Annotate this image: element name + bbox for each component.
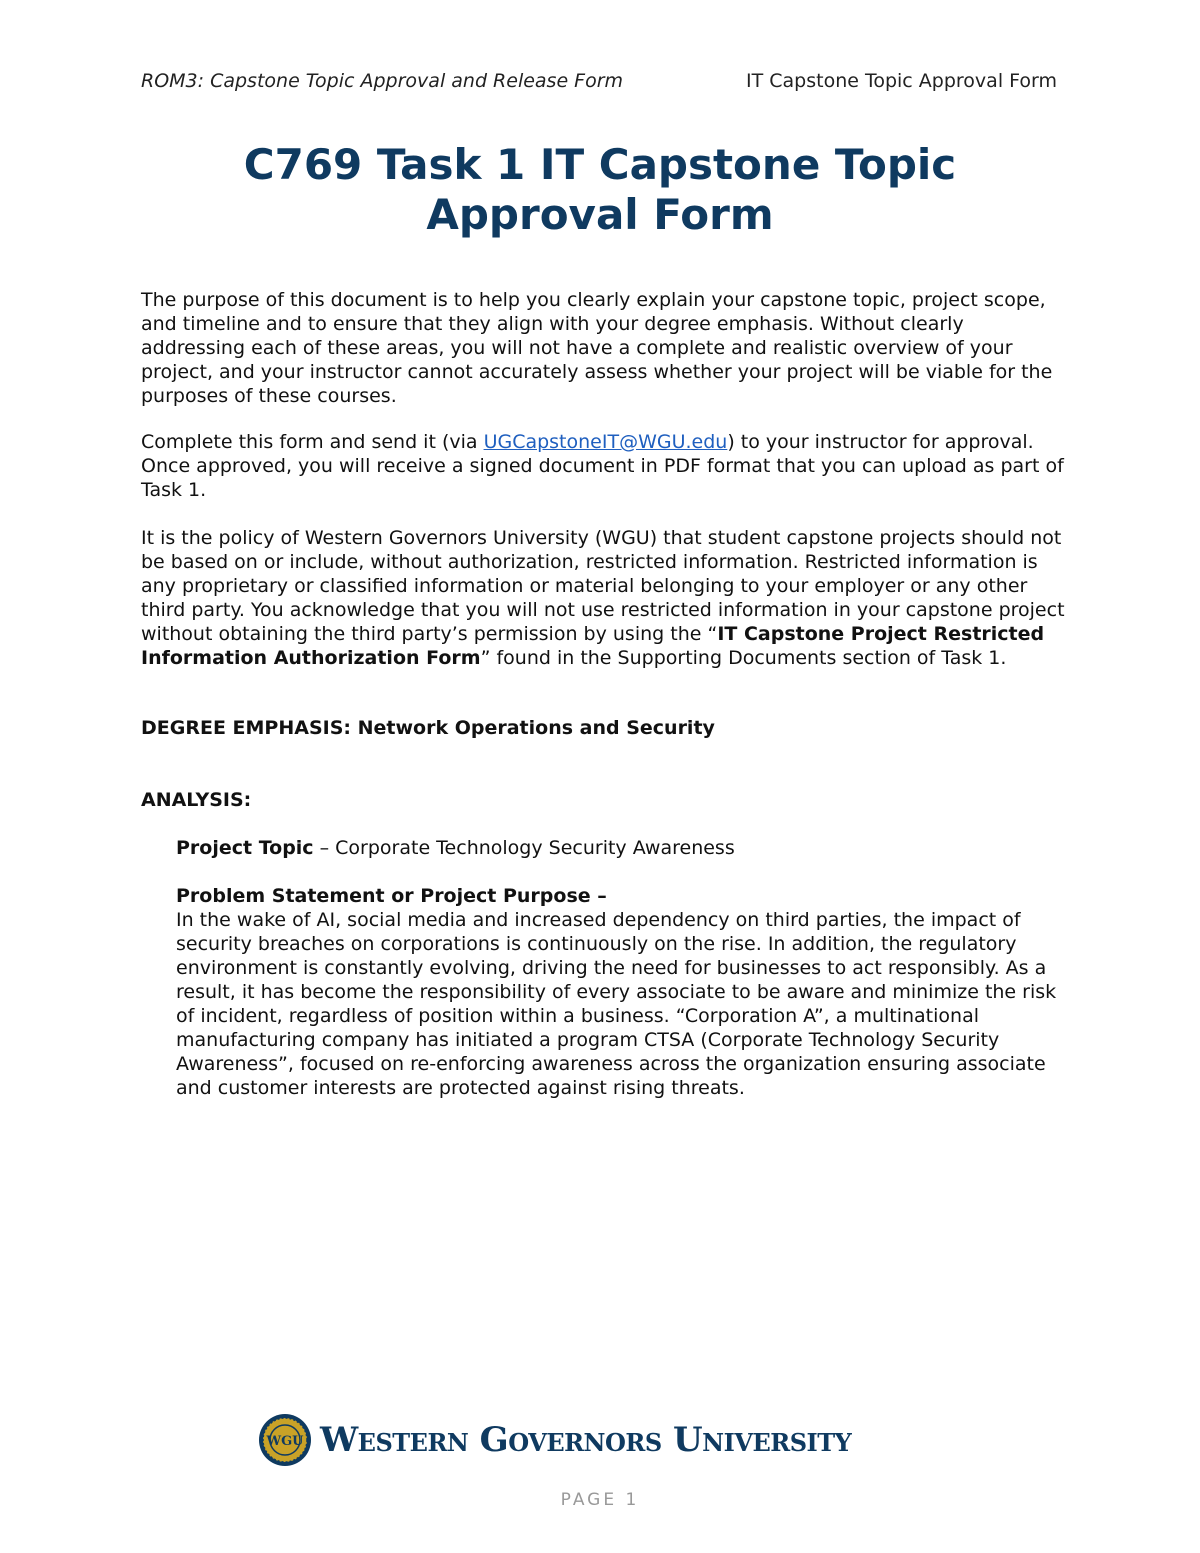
page-title [0, 140, 1200, 240]
problem-statement [176, 884, 1076, 1100]
submission-paragraph [141, 430, 1071, 502]
purpose-paragraph: The purpose of this document is to help you clearly explain your capstone topic, project scope, and timeline and to ensure that they align with your degree emphasis. Without clearly addressing each of these areas, you will not have a complete and realistic overview of your project, and your instructor cannot accurately assess whether your project will be viable for the purposes of these courses. [141, 289, 1053, 407]
authorization-form-name: IT Capstone Project Restricted Information Authorization Form [141, 623, 1045, 669]
page-title-line1: C769 Task 1 IT Capstone Topic [243, 140, 957, 189]
policy-text-before: It is the policy of Western Governors University (WGU) that student capstone projects should not be based on or include, without authorization, restricted information. Restricted information is any proprietary or classified information or material belonging to your employer or any other third party. You acknowledge that you will not use restricted information in your capstone project without obtaining the third party’s permission by using the “ [141, 527, 1065, 645]
problem-statement-text: In the wake of AI, social media and increased dependency on third parties, the impact of security breaches on corporations is continuously on the rise. In addition, the regulatory environment is constantly evolving, driving the need for businesses to act responsibly. As a result, it has become the responsibility of every associate to be aware and minimize the risk of incident, regardless of position within a business. “Corporation A”, a multinational manufacturing company has initiated a program CTSA (Corporate Technology Security Awareness”, focused on re-enforcing awareness across the organization ensuring associate and customer interests are protected against rising threats. [176, 909, 1057, 1099]
submission-text-after: ) to your instructor for approval. Once approved, you will receive a signed document in PDF format that you can upload as part of Task 1. [141, 431, 1064, 501]
seal-text: WGU [266, 1434, 304, 1449]
project-topic-label: Project Topic [176, 837, 314, 859]
policy-paragraph [141, 526, 1071, 670]
header-right-title: IT Capstone Topic Approval Form [746, 70, 1057, 92]
page-title-line2: Approval Form [426, 190, 774, 239]
wgu-logo [258, 1412, 851, 1468]
project-topic-value: – Corporate Technology Security Awareness [313, 837, 735, 859]
header-left-title: ROM3: Capstone Topic Approval and Release Form [141, 70, 624, 92]
degree-emphasis: DEGREE EMPHASIS: Network Operations and Security [141, 717, 715, 739]
policy-text-after: ” found in the Supporting Documents section of Task 1. [480, 647, 1007, 669]
logo-text: Western Governors University [320, 1420, 852, 1460]
project-topic [176, 836, 1076, 860]
problem-statement-label: Problem Statement or Project Purpose – [176, 885, 607, 907]
email-link[interactable]: UGCapstoneIT@WGU.edu [483, 431, 728, 453]
submission-text-before: Complete this form and send it (via [141, 431, 484, 453]
wgu-seal-icon [258, 1413, 312, 1467]
page-number: PAGE 1 [560, 1490, 640, 1510]
analysis-heading: ANALYSIS: [141, 789, 252, 811]
